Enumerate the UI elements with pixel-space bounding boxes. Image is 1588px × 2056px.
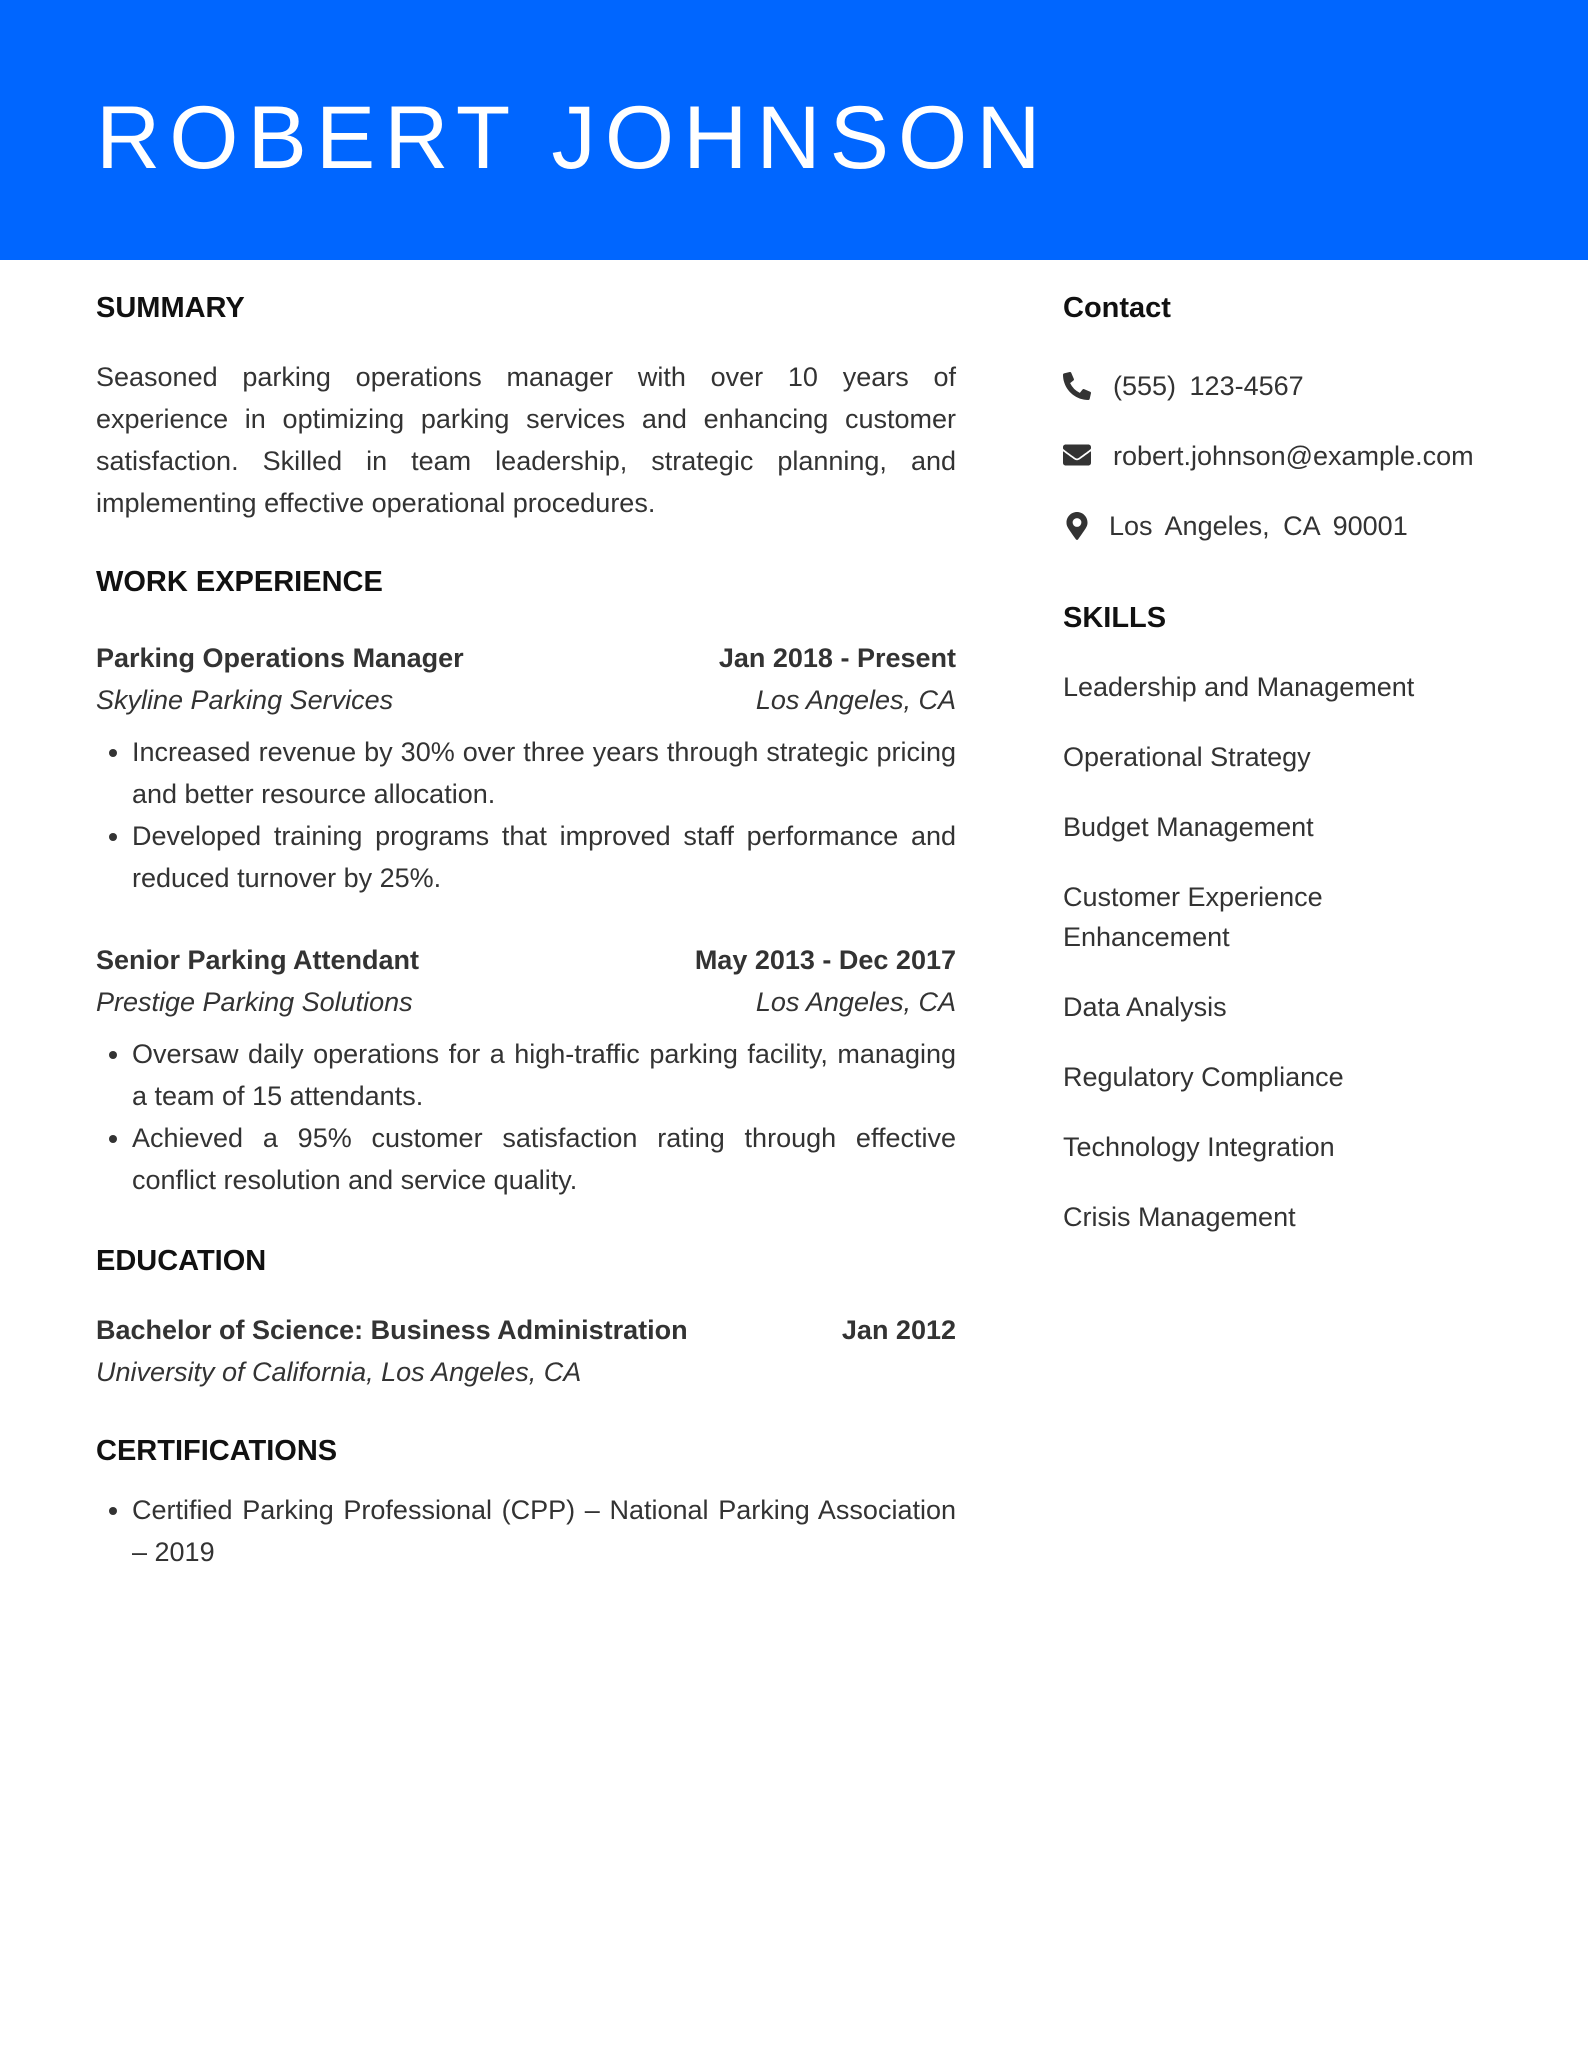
work-experience-title: WORK EXPERIENCE [96,566,383,599]
candidate-name: ROBERT JOHNSON [96,87,1050,187]
job-dates: Jan 2018 - Present [718,642,956,673]
envelope-icon [1063,442,1091,470]
sidebar-column [1063,290,1533,1267]
skill-item: Customer Experience Enhancement [1063,881,1323,952]
job-company: Skyline Parking Services [96,684,394,715]
contact-email-link[interactable]: robert.johnson@example.com [1113,441,1474,472]
education-section [96,1243,956,1393]
main-column [96,290,956,1573]
job-bullet: • Developed training programs that improved staff performance and reduced turnover by 25%. [132,815,956,899]
job-bullet: • Achieved a 95% customer satisfaction rating through effective conflict resolution and service quality. [132,1117,956,1201]
job-company: Prestige Parking Solutions [96,986,413,1017]
contact-phone-text: (555) 123-4567 [1113,371,1304,402]
job-location: Los Angeles, CA [755,986,956,1017]
header-banner [0,0,1588,260]
contact-section [1063,290,1533,546]
education-school: University of California, Los Angeles, CA [96,1356,582,1387]
skills-section [1063,600,1533,1236]
contact-phone [1063,366,1533,406]
job-company-row [96,981,956,1023]
certifications-section [96,1433,956,1573]
skill-item: Technology Integration [1063,1131,1335,1162]
skill-item: Leadership and Management [1063,671,1415,702]
job-bullet: • Increased revenue by 30% over three years through strategic pricing and better resource allocation. [132,731,956,815]
job-header-row [96,939,956,981]
job-bullet: • Oversaw daily operations for a high-traffic parking facility, managing a team of 15 attendants. [132,1033,956,1117]
contact-location [1063,506,1533,546]
job-dates: May 2013 - Dec 2017 [694,944,956,975]
work-experience-section [96,564,956,1200]
education-header-row [96,1309,956,1351]
skill-item: Regulatory Compliance [1063,1061,1344,1092]
certifications-title: CERTIFICATIONS [96,1434,338,1467]
skill-item: Crisis Management [1063,1201,1296,1232]
contact-email [1063,436,1533,476]
job-entry [96,637,956,899]
job-entry [96,939,956,1201]
skill-item: Budget Management [1063,811,1314,842]
job-company-row [96,679,956,721]
contact-location-text: Los Angeles, CA 90001 [1109,511,1408,542]
job-bullets [96,1033,956,1201]
education-degree: Bachelor of Science: Business Administration [96,1314,688,1345]
skill-item: Data Analysis [1063,991,1227,1022]
certifications-list [96,1489,956,1573]
summary-title: SUMMARY [96,292,245,324]
education-school-row [96,1351,956,1393]
education-title: EDUCATION [96,1244,267,1277]
skills-title: SKILLS [1063,602,1167,635]
education-date: Jan 2012 [841,1314,956,1345]
phone-icon [1063,372,1091,400]
certification-item: • Certified Parking Professional (CPP) – National Parking Association – 2019 [132,1489,956,1573]
skill-item: Operational Strategy [1063,741,1311,772]
contact-title: Contact [1063,292,1171,324]
job-location: Los Angeles, CA [755,684,956,715]
summary-section [96,290,956,524]
job-role: Senior Parking Attendant [96,944,420,975]
job-header-row [96,637,956,679]
job-bullets [96,731,956,899]
summary-text: Seasoned parking operations manager with over 10 years of experience in optimizing parking services and enhancing customer satisfaction. Skilled in team leadership, strategic planning, and implementing effective operational procedures. [96,362,956,519]
map-pin-icon [1063,512,1091,540]
job-role: Parking Operations Manager [96,642,464,673]
